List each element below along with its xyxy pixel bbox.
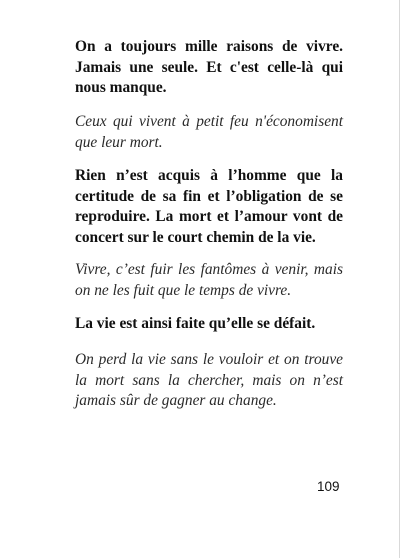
page-number: 109	[317, 479, 340, 494]
quote-1-line-1: On a toujours mille raisons de vivre.	[75, 38, 343, 55]
quote-5-line-1: La vie est ainsi faite qu’elle se défait.	[75, 315, 316, 332]
quote-4-line-2: on ne les fuit que le temps de vivre.	[75, 281, 292, 299]
quote-5	[75, 314, 343, 335]
quote-6-line-1: On perd la vie sans le vouloir et on trouve	[75, 351, 343, 368]
quote-2	[75, 112, 343, 153]
quote-4-line-1: Vivre, c’est fuir les fantômes à venir, mais	[75, 261, 343, 278]
quote-3-line-4: concert sur le court chemin de la vie.	[75, 228, 316, 246]
quote-6-line-2: la mort sans la chercher, mais on n’est	[75, 371, 343, 389]
quote-3-line-2: certitude de sa fin et l’obligation de se	[75, 187, 343, 205]
quote-6	[75, 350, 343, 412]
quote-3	[75, 166, 343, 248]
quote-3-line-1: Rien n’est acquis à l’homme que la	[75, 167, 343, 184]
quote-1-line-3: nous manque.	[75, 79, 167, 96]
quote-4	[75, 260, 343, 301]
quote-6-line-3: jamais sûr de gagner au change.	[75, 392, 277, 409]
quote-1	[75, 37, 343, 99]
quote-2-line-2: que leur mort.	[75, 133, 163, 151]
quote-2-line-1: Ceux qui vivent à petit feu n'économisent	[75, 113, 343, 130]
quote-3-line-3: reproduire. La mort et l’amour vont de	[75, 208, 343, 225]
quote-1-line-2: Jamais une seule. Et c'est celle-là qui	[75, 58, 343, 76]
